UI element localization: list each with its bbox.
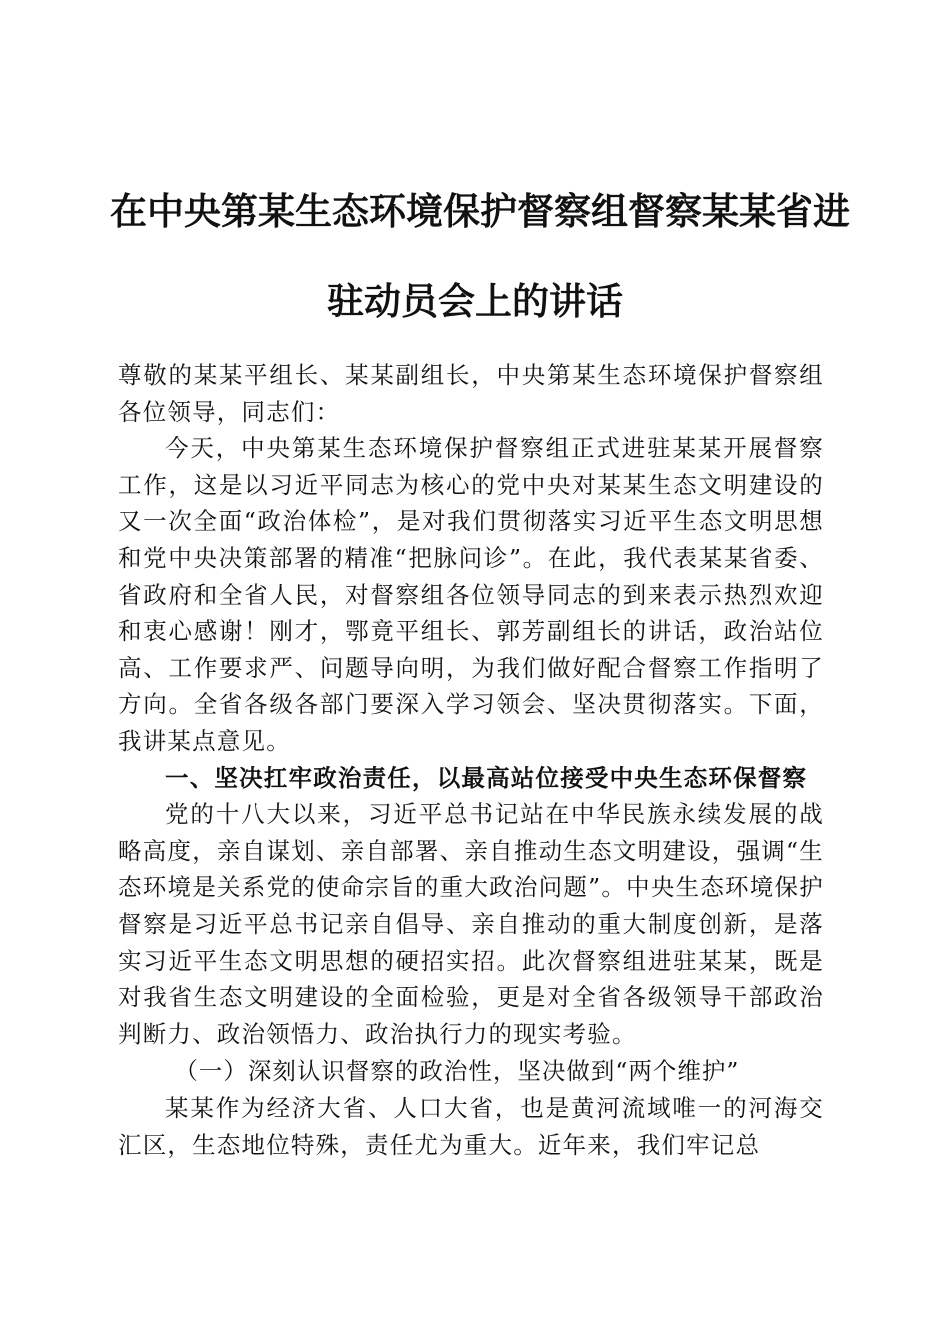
salutation: 尊敬的某某平组长、某某副组长，中央第某生态环境保护督察组各位领导，同志们：: [118, 361, 824, 426]
section-heading-1: 一、坚决扛牢政治责任，以最高站位接受中央生态环保督察: [165, 763, 808, 792]
paragraph-section-1: 党的十八大以来，习近平总书记站在中华民族永续发展的战略高度，亲自谋划、亲自部署、亲自推动生态文明建设，强调“生态环境是关系党的使命宗旨的重大政治问题”。中央生态环境保护督察是习近平总书记亲自倡导、亲自推动的重大制度创新，是落实习近平生态文明思想的硬招实招。此次督察组进驻某某，既是对我省生态文明建设的全面检验，更是对全省各级领导干部政治判断力、政治领悟力、政治执行力的现实考验。: [118, 800, 824, 1048]
paragraph-subsection-1: 某某作为经济大省、人口大省，也是黄河流域唯一的河海交汇区，生态地位特殊，责任尤为重大。近年来，我们牢记总: [118, 1094, 824, 1159]
document-title: [110, 166, 850, 346]
paragraph-opening: 今天，中央第某生态环境保护督察组正式进驻某某开展督察工作，这是以习近平同志为核心的党中央对某某生态文明建设的又一次全面“政治体检”，是对我们贯彻落实习近平生态文明思想和党中央决策部署的精准“把脉问诊”。在此，我代表某某省委、省政府和全省人民，对督察组各位领导同志的到来表示热烈欢迎和衷心感谢！刚才，鄂竟平组长、郭芳副组长的讲话，政治站位高、工作要求严、问题导向明，为我们做好配合督察工作指明了方向。全省各级各部门要深入学习领会、坚决贯彻落实。下面，我讲某点意见。: [118, 434, 824, 755]
title-line-1: 在中央第某生态环境保护督察组督察某某省进: [110, 189, 850, 233]
document-body: [118, 357, 824, 1163]
title-line-2: 驻动员会上的讲话: [327, 279, 623, 323]
subsection-heading-1: （一）深刻认识督察的政治性，坚决做到“两个维护”: [174, 1057, 740, 1086]
